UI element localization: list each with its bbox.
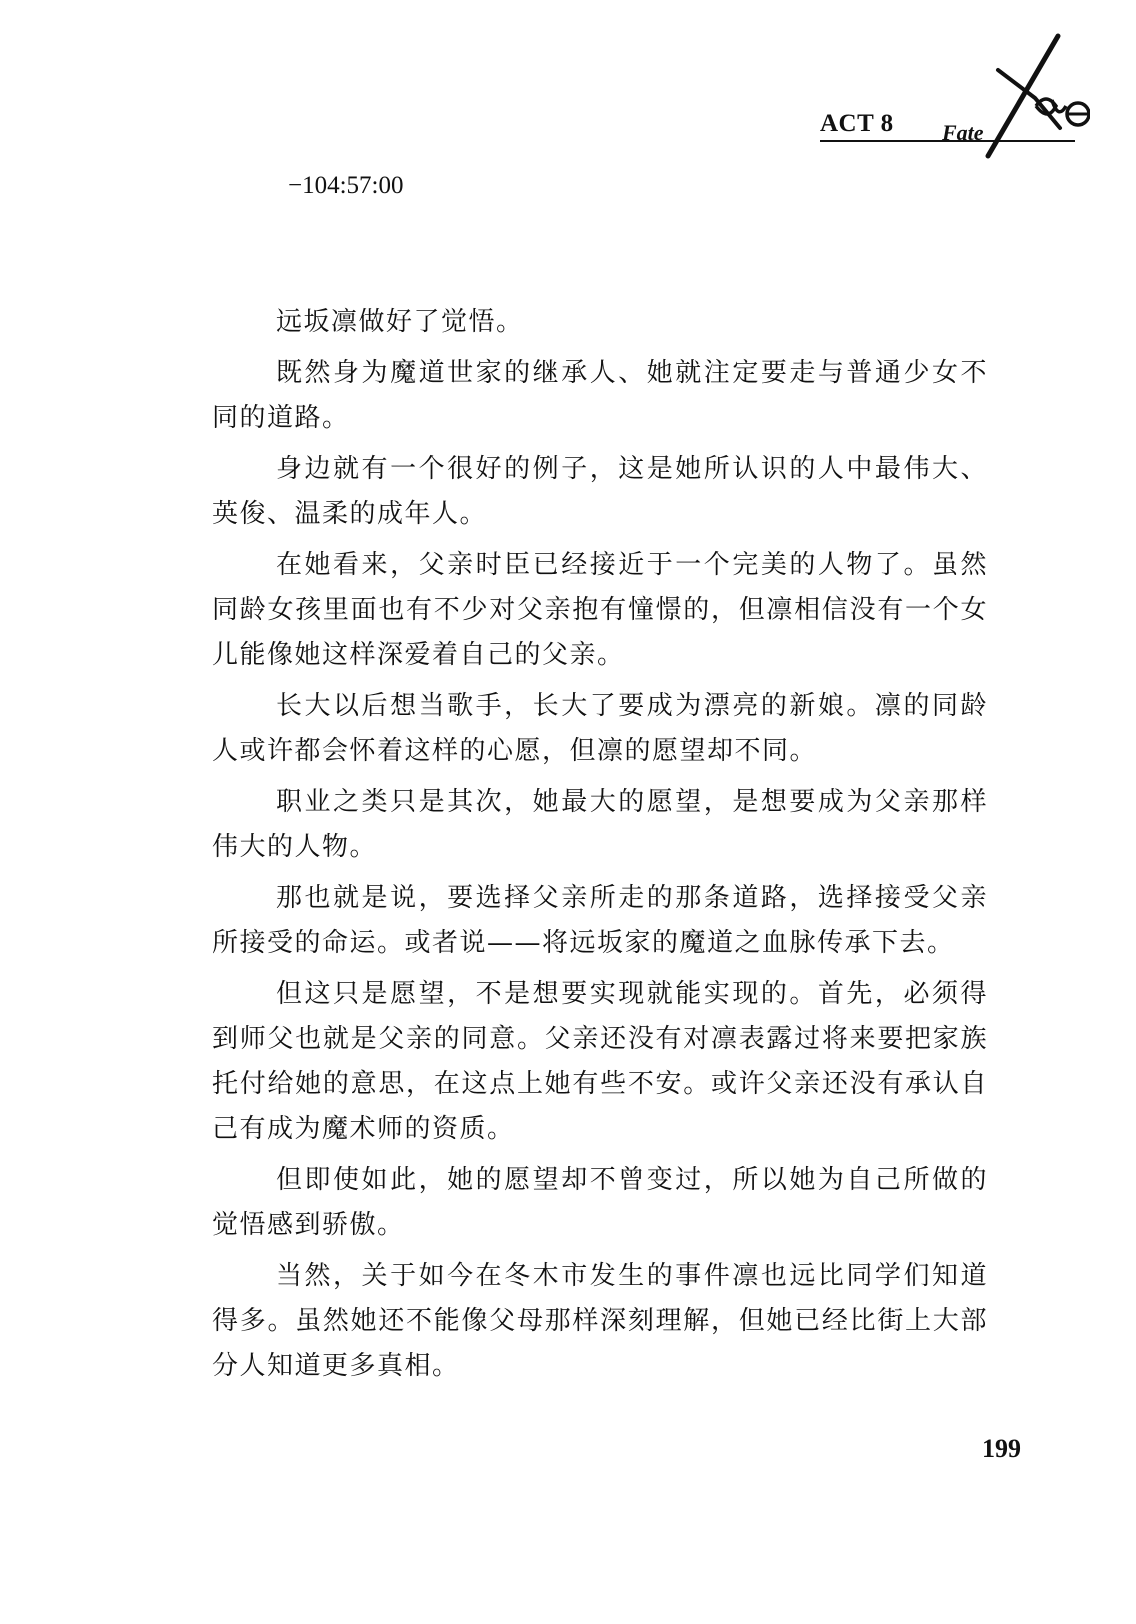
act-label: ACT 8 xyxy=(820,110,894,137)
paragraph: 但这只是愿望，不是想要实现就能实现的。首先，必须得到师父也就是父亲的同意。父亲还没有对凛表露过将来要把家族托付给她的意思，在这点上她有些不安。或许父亲还没有承认自己有成为魔术师的资质。 xyxy=(212,979,988,1144)
paragraph: 那也就是说，要选择父亲所走的那条道路，选择接受父亲所接受的命运。或者说——将远坂家的魔道之血脉传承下去。 xyxy=(212,883,988,958)
page-number: 199 xyxy=(982,1434,1021,1463)
body-text xyxy=(212,300,988,1395)
paragraph: 长大以后想当歌手，长大了要成为漂亮的新娘。凛的同龄人或许都会怀着这样的心愿，但凛的愿望却不同。 xyxy=(212,691,988,766)
logo-fate-text: Fate xyxy=(942,120,984,145)
paragraph: 既然身为魔道世家的继承人、她就注定要走与普通少女不同的道路。 xyxy=(212,358,988,433)
paragraph: 身边就有一个很好的例子，这是她所认识的人中最伟大、英俊、温柔的成年人。 xyxy=(212,454,988,529)
fate-zero-logo xyxy=(940,28,1090,178)
paragraph: 远坂凛做好了觉悟。 xyxy=(276,307,524,337)
paragraph: 在她看来，父亲时臣已经接近于一个完美的人物了。虽然同龄女孩里面也有不少对父亲抱有憧憬的，但凛相信没有一个女儿能像她这样深爱着自己的父亲。 xyxy=(212,550,988,670)
paragraph: 但即使如此，她的愿望却不曾变过，所以她为自己所做的觉悟感到骄傲。 xyxy=(212,1165,988,1240)
timestamp: −104:57:00 xyxy=(288,172,404,199)
page-header xyxy=(780,28,1100,178)
paragraph: 职业之类只是其次，她最大的愿望，是想要成为父亲那样伟大的人物。 xyxy=(212,787,988,862)
paragraph: 当然，关于如今在冬木市发生的事件凛也远比同学们知道得多。虽然她还不能像父母那样深刻理解，但她已经比街上大部分人知道更多真相。 xyxy=(212,1261,988,1381)
